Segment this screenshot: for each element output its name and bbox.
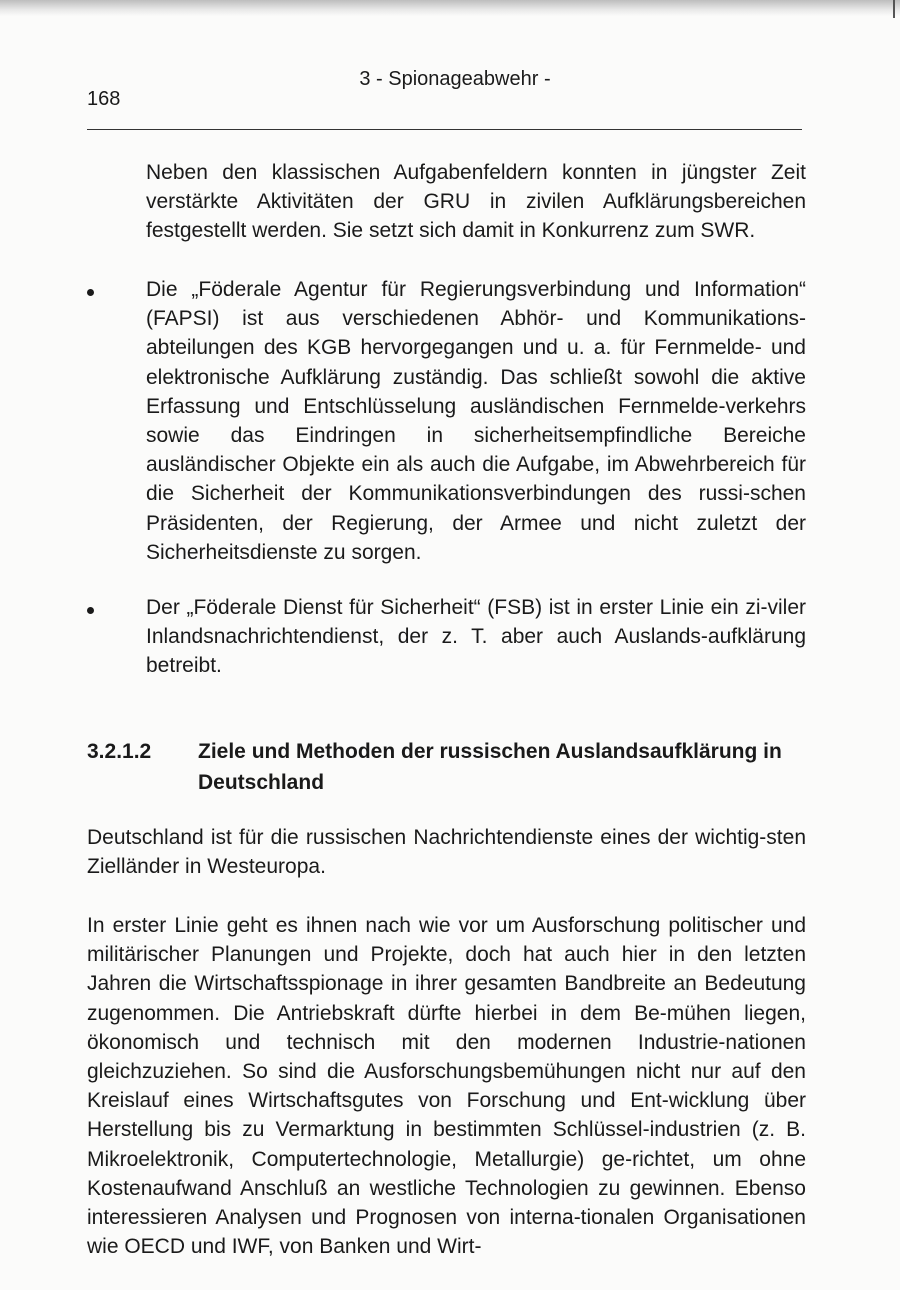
scan-edge-shadow — [0, 0, 900, 16]
body-paragraph: Deutschland ist für die russischen Nachrichtendienste eines der wichtig-sten Zielländer in Westeuropa. — [87, 826, 806, 879]
scan-edge-mark — [893, 0, 895, 18]
body-paragraph: In erster Linie geht es ihnen nach wie vor um Ausforschung politischer und militärischer Planungen und Projekte, doch hat auch hier in den letzten Jahren die Wirtschaftsspionage in ihrer gesamten Bandbreite an Bedeutung zugenommen. Die Antriebskraft dürfte hierbei in dem Be-mühen liegen, ökonomisch und technisch mit den modernen Industrie-nationen gleichzuziehen. So sind die Ausforschungsbemühungen nicht nur auf den Kreislauf eines Wirtschaftsgutes von Forschung und Ent-wicklung über Herstellung bis zu Vermarktung in bestimmten Schlüssel-industrien (z. B. Mikroelektronik, Computertechnologie, Metallurgie) ge-richtet, um ohne Kostenaufwand Anschluß an westliche Technologien zu gewinnen. Ebenso interessieren Analysen und Prognosen von interna-tionalen Organisationen wie OECD und IWF, von Banken und Wirt- — [87, 914, 806, 1259]
running-head: 3 - Spionageabwehr - — [359, 68, 551, 90]
bullet-dot — [87, 607, 94, 614]
section-number: 3.2.1.2 — [87, 740, 152, 763]
section-title: Ziele und Methoden der russischen Auslandsaufklärung in Deutschland — [198, 740, 782, 794]
bullet-text: Der „Föderale Dienst für Sicherheit“ (FSB) ist in erster Linie ein zi-viler Inlandsnachrichtendienst, der z. T. aber auch Auslands-aufklärung betreibt. — [146, 596, 806, 678]
bullet-dot — [87, 289, 94, 296]
page-number: 168 — [87, 88, 121, 110]
header-rule — [87, 129, 802, 130]
bullet-text: Die „Föderale Agentur für Regierungsverbindung und Information“ (FAPSI) ist aus verschiedenen Abhör- und Kommunikations-abteilungen des KGB hervorgegangen und u. a. für Fernmelde- und elektronische Aufklärung zuständig. Das schließt sowohl die aktive Erfassung und Entschlüsselung ausländischen Fernmelde-verkehrs sowie das Eindringen in sicherheitsempfindliche Bereiche ausländischer Objekte ein als auch die Aufgabe, im Abwehrbereich für die Sicherheit der Kommunikationsverbindungen des russi-schen Präsidenten, der Regierung, der Armee und nicht zuletzt der Sicherheitsdienste zu sorgen. — [146, 278, 806, 564]
intro-paragraph: Neben den klassischen Aufgabenfeldern konnten in jüngster Zeit verstärkte Aktivitäten der GRU in zivilen Aufklärungsbereichen festgestellt werden. Sie setzt sich damit in Konkurrenz zum SWR. — [146, 161, 806, 243]
